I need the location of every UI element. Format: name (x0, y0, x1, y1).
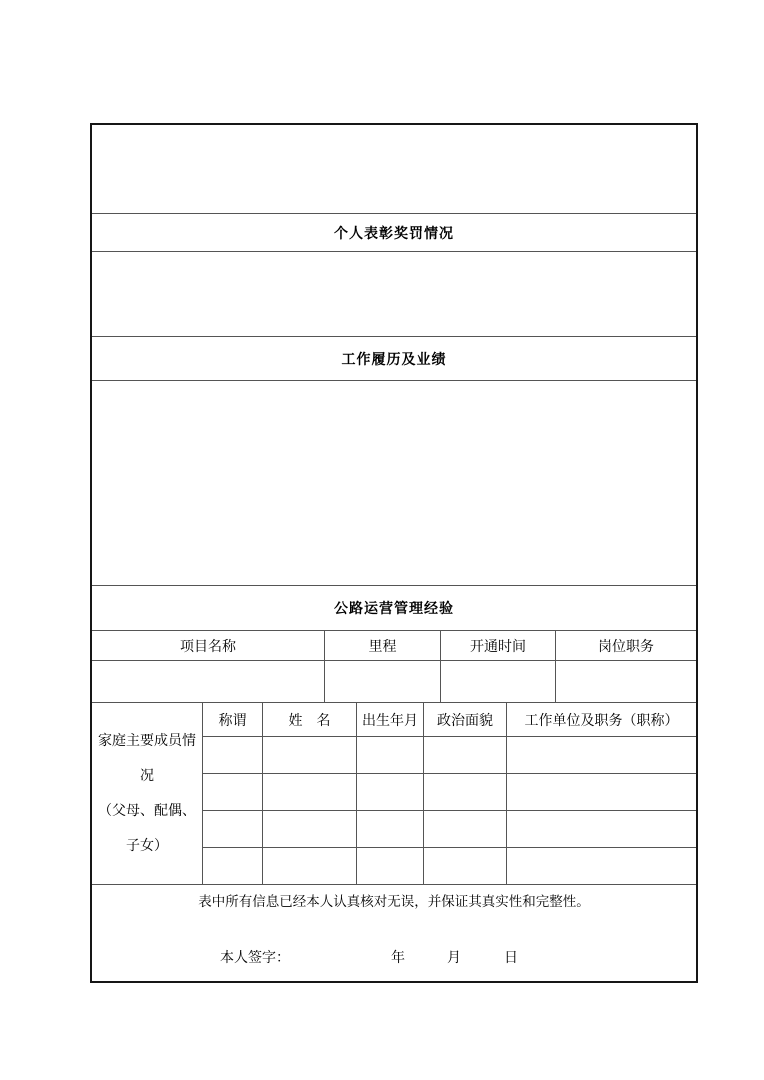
family-cell-work-unit[interactable] (506, 848, 696, 884)
family-cell-political-status[interactable] (423, 737, 506, 773)
family-cell-name[interactable] (262, 774, 356, 810)
family-label-line: 子女） (126, 838, 168, 854)
work-history-content-cell[interactable] (92, 380, 696, 585)
family-table (202, 703, 696, 884)
top-content-cell[interactable] (92, 125, 696, 213)
family-section-label (92, 703, 202, 884)
highway-cell-project-name[interactable] (92, 661, 324, 702)
highway-header-opening-time: 开通时间 (440, 631, 555, 660)
highway-header-mileage: 里程 (324, 631, 440, 660)
family-table-header-row (202, 703, 696, 736)
highway-cell-position[interactable] (555, 661, 696, 702)
personnel-form-table (90, 123, 698, 983)
highway-header-position: 岗位职务 (555, 631, 696, 660)
family-cell-work-unit[interactable] (506, 774, 696, 810)
family-table-row (202, 773, 696, 810)
family-cell-political-status[interactable] (423, 848, 506, 884)
family-header-work-unit: 工作单位及职务（职称） (506, 703, 696, 736)
family-table-row (202, 810, 696, 847)
family-label-line: 家庭主要成员情况 (98, 733, 196, 784)
highway-table-row (92, 660, 696, 702)
highway-table-header-row (92, 630, 696, 660)
family-members-section (92, 702, 696, 884)
awards-content-cell[interactable] (92, 251, 696, 336)
family-header-name: 姓 名 (262, 703, 356, 736)
family-label-line: （父母、配偶、 (98, 803, 196, 819)
family-cell-relation[interactable] (202, 848, 262, 884)
signature-label: 本人签字： (220, 951, 290, 966)
highway-cell-mileage[interactable] (324, 661, 440, 702)
awards-section-title: 个人表彰奖罚情况 (92, 213, 696, 251)
family-header-relation: 称谓 (202, 703, 262, 736)
family-table-row (202, 847, 696, 884)
signature-line (92, 947, 696, 967)
family-cell-birth-date[interactable] (356, 774, 423, 810)
declaration-section (92, 884, 696, 981)
family-table-row (202, 736, 696, 773)
family-header-political-status: 政治面貌 (423, 703, 506, 736)
work-history-section-title: 工作履历及业绩 (92, 336, 696, 380)
highway-experience-section-title: 公路运营管理经验 (92, 585, 696, 630)
family-cell-birth-date[interactable] (356, 737, 423, 773)
family-cell-name[interactable] (262, 811, 356, 847)
declaration-text: 表中所有信息已经本人认真核对无误，并保证其真实性和完整性。 (198, 894, 590, 909)
family-cell-political-status[interactable] (423, 811, 506, 847)
highway-header-project-name: 项目名称 (180, 639, 236, 655)
family-cell-relation[interactable] (202, 811, 262, 847)
highway-cell-opening-time[interactable] (440, 661, 555, 702)
family-cell-work-unit[interactable] (506, 811, 696, 847)
family-cell-political-status[interactable] (423, 774, 506, 810)
family-cell-birth-date[interactable] (356, 811, 423, 847)
date-year-label: 年 (391, 951, 405, 966)
family-cell-name[interactable] (262, 848, 356, 884)
family-cell-name[interactable] (262, 737, 356, 773)
date-month-label: 月 (447, 951, 461, 966)
family-cell-relation[interactable] (202, 774, 262, 810)
family-cell-birth-date[interactable] (356, 848, 423, 884)
family-cell-relation[interactable] (202, 737, 262, 773)
family-cell-work-unit[interactable] (506, 737, 696, 773)
date-day-label: 日 (504, 951, 518, 966)
family-header-birth-date: 出生年月 (356, 703, 423, 736)
